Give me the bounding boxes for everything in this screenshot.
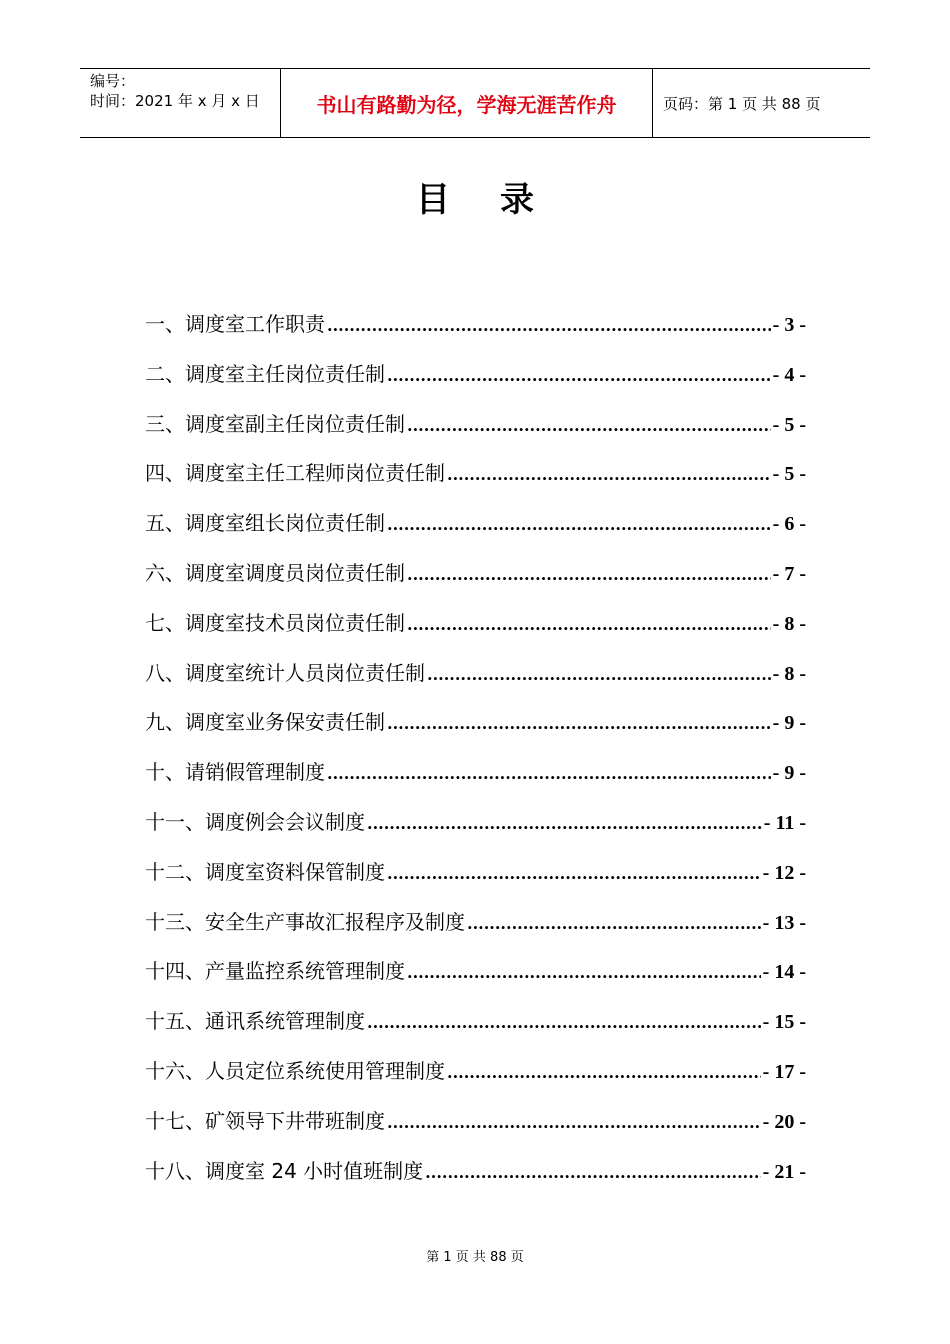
toc-leader-dots [467,914,761,933]
toc-entry-page: - 15 - [762,1011,806,1034]
toc-entry-page: - 8 - [772,662,806,685]
page-footer: 第 1 页 共 88 页 [426,1250,524,1265]
toc-entry-page: - 3 - [772,314,806,336]
page-title: 目录 [416,180,584,220]
toc-entry-page: - 7 - [772,562,806,585]
toc-entry[interactable] [145,906,806,956]
toc-entry-page: - 11 - [763,811,806,834]
toc-entry[interactable] [145,657,806,707]
toc-entry-label: 三、调度室副主任岗位责任制 [145,411,405,436]
toc-entry-page: - 8 - [772,612,806,635]
toc-leader-dots [387,515,771,534]
toc-entry-label: 十三、安全生产事故汇报程序及制度 [145,909,465,934]
toc-entry[interactable] [145,756,806,806]
toc-entry-label: 十六、人员定位系统使用管理制度 [145,1058,445,1083]
toc-entry[interactable] [145,408,806,458]
toc-leader-dots [387,366,771,385]
toc-leader-dots [387,1113,761,1132]
toc-entry-page: - 21 - [762,1160,806,1183]
toc-entry[interactable] [145,308,806,358]
toc-entry[interactable] [145,706,806,756]
toc-entry-page: - 12 - [762,861,806,884]
toc-entry-page: - 14 - [762,961,806,984]
header-time-label: 时间：2021 年 x 月 x 日 [90,92,260,110]
toc-entry[interactable] [145,806,806,856]
header-meta [80,69,280,137]
toc-entry-page: - 6 - [772,513,806,536]
toc-entry-label: 十五、通讯系统管理制度 [145,1009,365,1034]
toc-entry-label: 十二、调度室资料保管制度 [145,859,385,884]
toc-leader-dots [407,963,761,982]
toc-entry-label: 八、调度室统计人员岗位责任制 [145,660,425,685]
toc-entry[interactable] [145,607,806,657]
toc-entry[interactable] [145,1155,806,1205]
toc-entry[interactable] [145,856,806,906]
toc-entry-label: 二、调度室主任岗位责任制 [145,361,385,386]
toc-entry-label: 五、调度室组长岗位责任制 [145,511,385,536]
toc-entry-label: 十、请销假管理制度 [145,760,325,785]
page-header [80,68,870,138]
toc-leader-dots [327,764,771,783]
toc-leader-dots [447,1063,761,1082]
toc-entry-label: 十四、产量监控系统管理制度 [145,959,405,984]
toc-entry[interactable] [145,507,806,557]
table-of-contents [145,308,806,1204]
toc-leader-dots [367,1013,761,1032]
toc-entry-label: 一、调度室工作职责 [145,312,325,336]
toc-leader-dots [425,1163,761,1182]
toc-entry-page: - 9 - [772,712,806,735]
header-number-label: 编号： [90,72,136,90]
toc-entry-label: 九、调度室业务保安责任制 [145,710,385,735]
toc-leader-dots [387,714,771,733]
toc-entry[interactable] [145,457,806,507]
toc-entry[interactable] [145,955,806,1005]
header-motto: 书山有路勤为径，学海无涯苦作舟 [280,69,653,137]
toc-entry-page: - 9 - [772,762,806,785]
header-page-info: 页码：第 1 页 共 88 页 [663,94,821,113]
toc-entry-page: - 13 - [762,911,806,934]
toc-entry-label: 四、调度室主任工程师岗位责任制 [145,461,445,486]
toc-leader-dots [387,864,761,883]
toc-entry-page: - 20 - [762,1110,806,1133]
toc-leader-dots [427,665,771,684]
toc-leader-dots [407,615,771,634]
toc-entry-page: - 17 - [762,1060,806,1083]
toc-leader-dots [407,565,771,584]
toc-entry-label: 十八、调度室 24 小时值班制度 [145,1158,424,1183]
toc-entry-page: - 4 - [772,363,806,386]
toc-entry[interactable] [145,358,806,408]
toc-entry-label: 七、调度室技术员岗位责任制 [145,610,405,635]
toc-entry[interactable] [145,557,806,607]
toc-leader-dots [327,316,771,335]
toc-entry[interactable] [145,1105,806,1155]
toc-entry-page: - 5 - [772,463,806,486]
toc-entry[interactable] [145,1055,806,1105]
toc-entry-label: 十七、矿领导下井带班制度 [145,1108,385,1133]
toc-leader-dots [367,814,762,833]
toc-leader-dots [407,416,771,435]
toc-entry-label: 六、调度室调度员岗位责任制 [145,560,405,585]
toc-entry-label: 十一、调度例会会议制度 [145,809,365,834]
toc-entry-page: - 5 - [772,413,806,436]
toc-entry[interactable] [145,1005,806,1055]
toc-leader-dots [447,465,771,484]
